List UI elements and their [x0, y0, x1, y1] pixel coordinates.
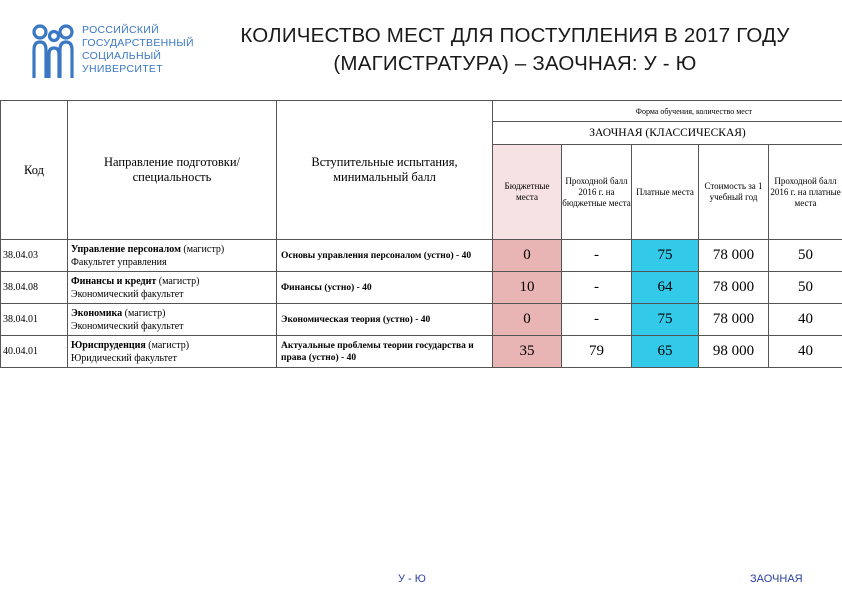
- logo-text: [82, 24, 194, 76]
- header-budget: Бюджетные места: [493, 145, 562, 240]
- row-cost: 78 000: [699, 272, 769, 304]
- header-mode: ЗАОЧНАЯ (КЛАССИЧЕСКАЯ): [493, 122, 842, 145]
- header-cost: Стоимость за 1 учебный год: [699, 145, 769, 240]
- row-budget: 10: [493, 272, 562, 304]
- row-code: 40.04.01: [1, 336, 68, 368]
- header-row-1: [1, 101, 842, 122]
- row-paid: 65: [632, 336, 699, 368]
- table-row: [1, 240, 842, 272]
- logo-line: УНИВЕРСИТЕТ: [82, 63, 163, 75]
- row-paid: 64: [632, 272, 699, 304]
- row-pass-paid: 40: [769, 304, 842, 336]
- row-direction: [68, 240, 277, 272]
- row-cost: 78 000: [699, 304, 769, 336]
- faculty-name: Экономический факультет: [71, 288, 184, 300]
- row-pass-budget: -: [562, 304, 632, 336]
- logo-line: ГОСУДАРСТВЕННЫЙ: [82, 37, 194, 49]
- people-logo-icon: [30, 22, 76, 80]
- row-pass-budget: 79: [562, 336, 632, 368]
- row-budget: 0: [493, 304, 562, 336]
- row-code: 38.04.08: [1, 272, 68, 304]
- faculty-name: Факультет управления: [71, 256, 167, 268]
- header-pass-budget: Проходной балл 2016 г. на бюджетные места: [562, 145, 632, 240]
- direction-degree: (магистр): [122, 307, 166, 319]
- row-exam: Актуальные проблемы теории государства и права (устно) - 40: [277, 336, 493, 368]
- header-exams: Вступительные испытания, минимальный балл: [277, 101, 493, 240]
- row-pass-paid: 50: [769, 240, 842, 272]
- title-line-1: КОЛИЧЕСТВО МЕСТ ДЛЯ ПОСТУПЛЕНИЯ В 2017 ГОДУ: [240, 24, 790, 47]
- header-paid: Платные места: [632, 145, 699, 240]
- row-direction: [68, 336, 277, 368]
- logo-line: РОССИЙСКИЙ: [82, 24, 159, 36]
- direction-degree: (магистр): [145, 339, 190, 351]
- header-code: Код: [1, 101, 68, 240]
- row-budget: 0: [493, 240, 562, 272]
- row-paid: 75: [632, 240, 699, 272]
- admission-table: [0, 100, 842, 368]
- row-exam: Основы управления персоналом (устно) - 40: [277, 240, 493, 272]
- header-form: Форма обучения, количество мест: [493, 101, 842, 122]
- logo-line: СОЦИАЛЬНЫЙ: [82, 50, 162, 62]
- row-code: 38.04.03: [1, 240, 68, 272]
- row-direction: [68, 304, 277, 336]
- faculty-name: Экономический факультет: [71, 320, 184, 332]
- row-exam: Экономическая теория (устно) - 40: [277, 304, 493, 336]
- direction-name: Экономика: [71, 307, 123, 319]
- title-line-2: (МАГИСТРАТУРА) – ЗАОЧНАЯ: У - Ю: [333, 52, 697, 75]
- row-cost: 78 000: [699, 240, 769, 272]
- row-cost: 98 000: [699, 336, 769, 368]
- direction-name: Управление персоналом: [71, 243, 181, 255]
- direction-degree: (магистр): [180, 243, 225, 255]
- row-pass-paid: 50: [769, 272, 842, 304]
- row-pass-paid: 40: [769, 336, 842, 368]
- table-row: [1, 336, 842, 368]
- header-direction: Направление подготовки/ специальность: [68, 101, 277, 240]
- direction-name: Финансы и кредит: [71, 275, 157, 287]
- table-row: [1, 304, 842, 336]
- direction-name: Юриспруденция: [71, 339, 146, 351]
- university-logo: [30, 18, 200, 84]
- direction-degree: (магистр): [156, 275, 200, 287]
- footer-mode-label: ЗАОЧНАЯ: [750, 573, 803, 585]
- row-paid: 75: [632, 304, 699, 336]
- footer-range-label: У - Ю: [398, 573, 426, 585]
- row-budget: 35: [493, 336, 562, 368]
- row-code: 38.04.01: [1, 304, 68, 336]
- table-row: [1, 272, 842, 304]
- row-direction: [68, 272, 277, 304]
- row-exam: Финансы (устно) - 40: [277, 272, 493, 304]
- header-pass-paid: Проходной балл 2016 г. на платные места: [769, 145, 842, 240]
- row-pass-budget: -: [562, 240, 632, 272]
- page-title: [200, 22, 830, 78]
- faculty-name: Юридический факультет: [71, 352, 177, 364]
- row-pass-budget: -: [562, 272, 632, 304]
